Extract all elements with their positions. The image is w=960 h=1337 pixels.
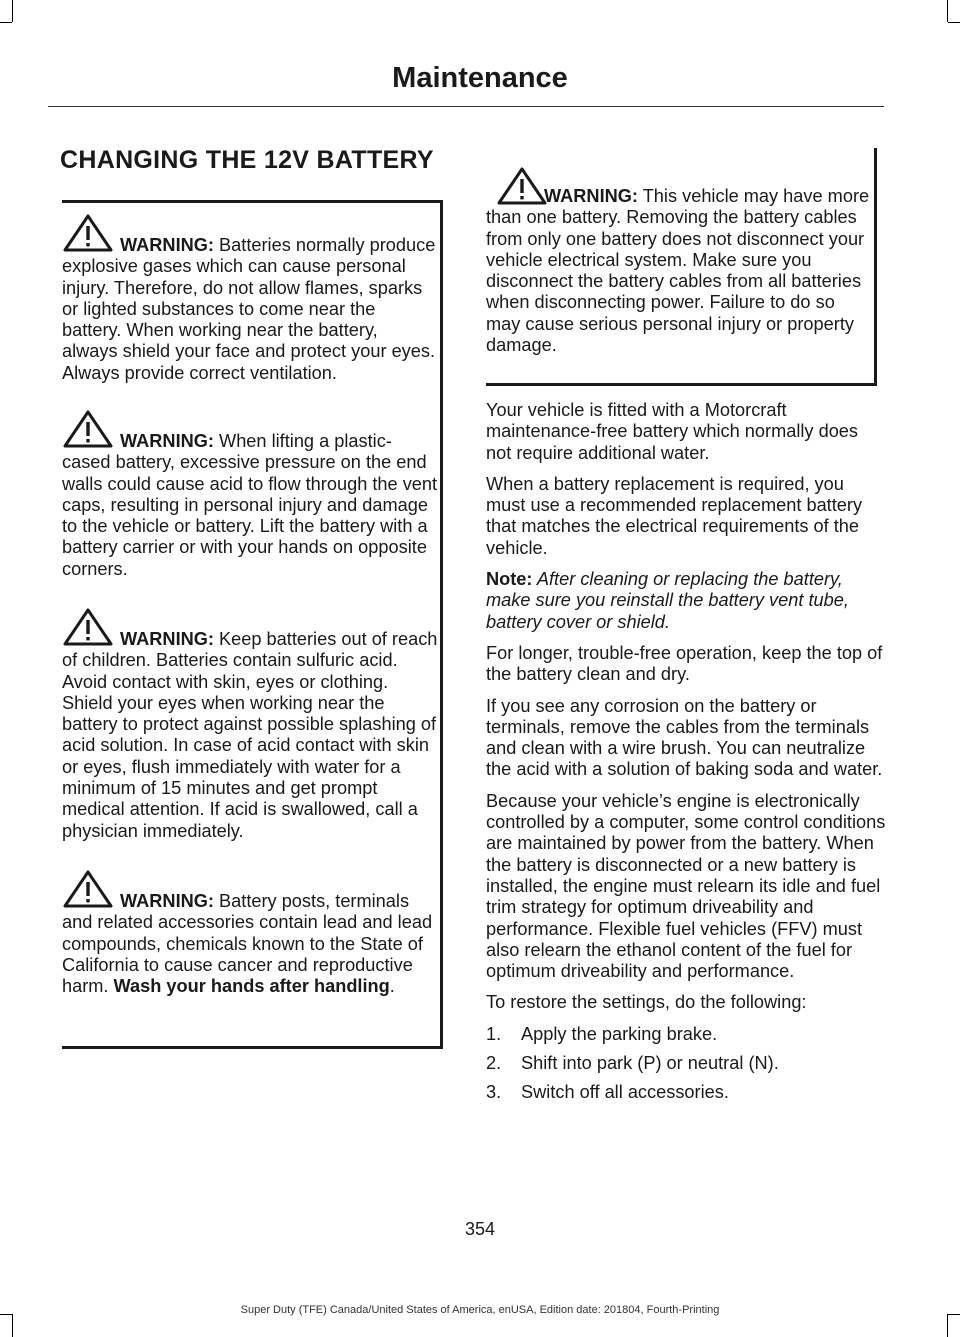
warning-triangle-icon: [62, 409, 114, 449]
warning-triangle-icon: [62, 213, 114, 253]
body-paragraph: When a battery replacement is required, you must use a recommended replacement battery that matches the electrical requirements of the vehicle.: [486, 473, 863, 558]
warning-label: WARNING:: [120, 431, 214, 451]
warning-triangle-icon: [62, 607, 114, 647]
warning-label: WARNING:: [120, 235, 214, 255]
list-text: Apply the parking brake.: [521, 1023, 718, 1044]
list-item: [486, 1053, 886, 1074]
crop-mark: [947, 1314, 948, 1337]
warning-block: [486, 166, 872, 356]
list-item: [486, 1024, 886, 1045]
warning-label: WARNING:: [120, 891, 214, 911]
crop-mark: [12, 0, 13, 22]
list-text: Shift into park (P) or neutral (N).: [521, 1053, 779, 1074]
body-paragraph: For longer, trouble-free operation, keep the top of the battery clean and dry.: [486, 642, 883, 685]
warning-end: .: [389, 976, 395, 997]
warning-label: WARNING:: [544, 186, 638, 206]
note-text: After cleaning or replacing the battery, make sure you reinstall the battery vent tube, battery cover or shield.: [486, 569, 849, 632]
list-text: Switch off all accessories.: [521, 1082, 729, 1103]
warning-block: [62, 409, 438, 580]
warning-text: This vehicle may have more than one battery. Removing the battery cables from only one battery does not disconnect your vehicle electrical system. Make sure you disconnect the battery cables from all batteries when disconnecting power. Failure to do so may cause serious personal injury or property damage.: [486, 186, 870, 356]
list-number: 1.: [486, 1023, 502, 1044]
crop-mark: [948, 22, 960, 23]
list-number: 2.: [486, 1053, 502, 1074]
warning-text: Keep batteries out of reach of children. Batteries contain sulfuric acid. Avoid contact with skin, eyes or clothing. Shield your eyes when working near the battery to protect against possible splashing of acid solution. In case of acid contact with skin or eyes, flush immediately with water for a minimum of 15 minutes and get prompt medical attention. If acid is swallowed, call a physician immediately.: [62, 629, 438, 841]
page-header-title: Maintenance: [392, 62, 568, 94]
header-divider: [48, 106, 884, 107]
crop-mark: [12, 1314, 13, 1337]
warning-triangle-icon: [496, 166, 548, 206]
crop-mark: [0, 22, 12, 23]
body-paragraph: Because your vehicle’s engine is electronically controlled by a computer, some control conditions are maintained by power from the battery. When the battery is disconnected or a new battery is installed, the engine must relearn its idle and fuel trim strategy for optimum driveability and performance. Flexible fuel vehicles (FFV) must also relearn the ethanol content of the fuel for optimum driveability and performance.: [486, 790, 886, 982]
list-number: 3.: [486, 1082, 502, 1103]
body-paragraph: Your vehicle is fitted with a Motorcraft maintenance-free battery which normally does not require additional water.: [486, 400, 859, 463]
warning-text: When lifting a plastic-cased battery, excessive pressure on the end walls could cause acid to flow through the vent caps, resulting in personal injury and damage to the vehicle or battery. Lift the battery with a battery carrier or with your hands on opposite corners.: [62, 431, 438, 579]
warning-text: Battery posts, terminals and related accessories contain lead and lead compounds, chemicals known to the State of California to cause cancer and reproductive harm.: [62, 891, 433, 997]
warning-block: [62, 213, 438, 384]
note-label: Note:: [486, 569, 533, 590]
body-paragraph: If you see any corrosion on the battery or terminals, remove the cables from the terminals and clean with a wire brush. You can neutralize the acid with a solution of baking soda and water.: [486, 695, 883, 780]
section-title: CHANGING THE 12V BATTERY: [60, 146, 434, 174]
warning-block: [62, 869, 438, 997]
page-number: 354: [464, 1219, 496, 1239]
right-warning-box: [486, 148, 877, 386]
crop-mark: [947, 0, 948, 22]
body-text-column: [486, 400, 886, 1112]
warning-triangle-icon: [62, 869, 114, 909]
warning-block: [62, 607, 438, 842]
warning-label: WARNING:: [120, 629, 214, 649]
page-footer: Super Duty (TFE) Canada/United States of America, enUSA, Edition date: 201804, Fourth-Printing: [240, 1304, 720, 1316]
warning-text: Batteries normally produce explosive gases which can cause personal injury. Therefore, do not allow flames, sparks or lighted substances to come near the battery. When working near the battery, always shield your face and protect your eyes. Always provide correct ventilation.: [62, 235, 436, 383]
list-item: [486, 1082, 886, 1103]
warning-emphasis: Wash your hands after handling: [113, 976, 390, 997]
left-warnings-box: [62, 200, 443, 1049]
body-paragraph: To restore the settings, do the following:: [486, 992, 807, 1013]
note-paragraph: [486, 569, 886, 633]
